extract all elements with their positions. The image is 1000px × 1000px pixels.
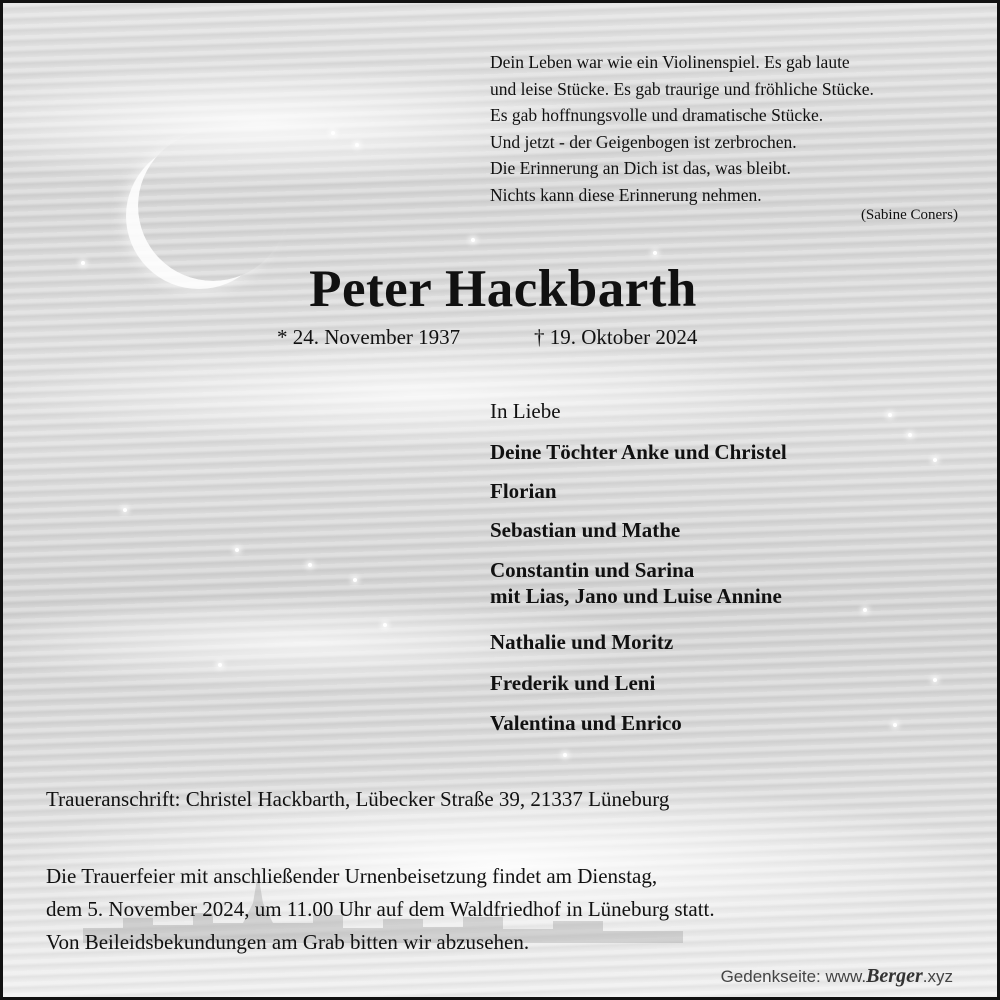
- star-decoration: [123, 508, 127, 512]
- footer-suffix: .xyz: [922, 967, 953, 986]
- mourners-intro: In Liebe: [490, 399, 561, 423]
- poem-line: Dein Leben war wie ein Violinenspiel. Es gab laute: [490, 52, 850, 72]
- poem-line: Die Erinnerung an Dich ist das, was bleibt.: [490, 158, 791, 178]
- mourner-entry: mit Lias, Jano und Luise Annine: [490, 584, 782, 608]
- star-decoration: [908, 433, 912, 437]
- star-decoration: [235, 548, 239, 552]
- poem-author: (Sabine Coners): [860, 207, 958, 223]
- mourner-entry: Nathalie und Moritz: [490, 630, 674, 654]
- mourner-entry: Frederik und Leni: [490, 671, 656, 695]
- poem-line: und leise Stücke. Es gab traurige und fröhliche Stücke.: [490, 78, 874, 99]
- condolence-note: Von Beileidsbekundungen am Grab bitten wir abzusehen.: [46, 930, 530, 954]
- poem-line: Nichts kann diese Erinnerung nehmen.: [490, 184, 762, 205]
- poem-line: Und jetzt - der Geigenbogen ist zerbrochen.: [490, 131, 797, 152]
- birth-date: * 24. November 1937: [277, 325, 461, 349]
- star-decoration: [308, 563, 312, 567]
- mourner-entry: Deine Töchter Anke und Christel: [490, 440, 787, 464]
- service-line: dem 5. November 2024, um 11.00 Uhr auf dem Waldfriedhof in Lüneburg statt.: [46, 897, 715, 921]
- star-decoration: [563, 753, 567, 757]
- mourner-entry: Sebastian und Mathe: [490, 518, 681, 542]
- mourner-entry: Valentina und Enrico: [490, 711, 682, 735]
- memorial-page-link[interactable]: [721, 965, 953, 988]
- footer-prefix: Gedenkseite: www.: [720, 967, 867, 986]
- deceased-name: Peter Hackbarth: [309, 260, 697, 318]
- mourner-entry: Florian: [490, 479, 557, 503]
- star-decoration: [653, 251, 657, 255]
- star-decoration: [888, 413, 892, 417]
- brand-logo: Berger: [866, 965, 923, 987]
- service-line: Die Trauerfeier mit anschließender Urnenbeisetzung findet am Dienstag,: [46, 864, 658, 888]
- star-decoration: [893, 723, 897, 727]
- star-decoration: [331, 131, 335, 135]
- star-decoration: [353, 578, 357, 582]
- poem-line: Es gab hoffnungsvolle und dramatische Stücke.: [490, 105, 824, 125]
- death-date: † 19. Oktober 2024: [534, 325, 698, 349]
- mourner-entry: Constantin und Sarina: [490, 558, 695, 582]
- star-decoration: [218, 663, 222, 667]
- mourning-address: Traueranschrift: Christel Hackbarth, Lübecker Straße 39, 21337 Lüneburg: [46, 787, 670, 811]
- poem: [490, 49, 960, 208]
- star-decoration: [863, 608, 867, 612]
- star-decoration: [933, 678, 937, 682]
- star-decoration: [471, 238, 475, 242]
- funeral-service-info: [46, 860, 715, 926]
- star-decoration: [933, 458, 937, 462]
- star-decoration: [383, 623, 387, 627]
- star-decoration: [355, 143, 359, 147]
